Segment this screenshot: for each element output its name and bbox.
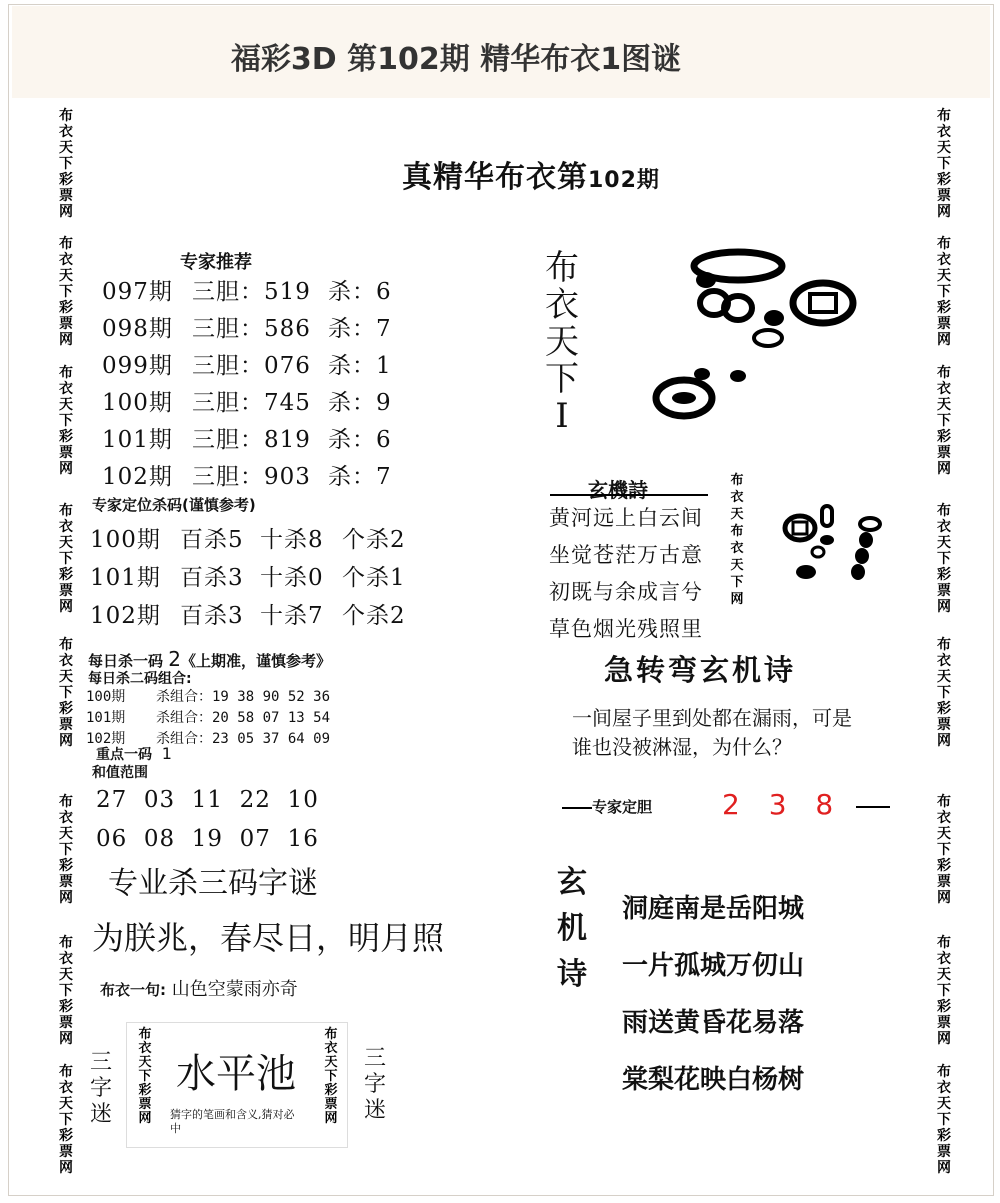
position-kill-bai: 百杀5 [180,527,244,553]
coins-illustration [648,248,868,428]
poem-line: 洞庭南是岳阳城 [622,894,805,924]
side-watermark: 布 衣 天 下 彩 票 网 [937,794,951,906]
expert-dan: 三胆：519 [192,279,311,305]
poem-label-char: 玄 [557,865,587,900]
three-char-hint: 猜字的笔画和含义,猜对必中 [170,1108,295,1135]
side-watermark: 布 衣 天 下 彩 票 网 [59,1064,73,1176]
position-kill-bai: 百杀3 [180,603,244,629]
expert-issue: 099期 [102,353,173,379]
daily-combo: 杀组合：19 38 90 52 36 [156,689,331,705]
riddle-text: 为朕兆，春尽日，明月照 [92,919,445,957]
expert-issue: 098期 [102,316,173,342]
xuanji-side-watermark: 布 衣 天 布 衣 天 下 网 [730,473,744,607]
side-watermark: 布 衣 天 下 彩 票 网 [59,236,73,348]
coins-illustration-2 [780,500,890,590]
expert-dan: 三胆：903 [192,464,311,490]
three-char-watermark: 布 衣 天 下 彩 票 网 [324,1027,338,1126]
expert-kill: 杀：6 [328,279,392,305]
side-watermark: 布 衣 天 下 彩 票 网 [59,935,73,1047]
buyi-sentence: 布衣一句: 山色空蒙雨亦奇 [100,979,298,1000]
side-watermark: 布 衣 天 下 彩 票 网 [937,108,951,220]
daily-kill-one: 每日杀一码 2《上期准，谨慎参考》 [88,647,331,671]
main-heading: 真精华布衣第102期 [402,160,660,195]
poem-label-char: 诗 [557,957,587,992]
three-char-watermark: 布 衣 天 下 彩 票 网 [138,1027,152,1126]
position-kill-title: 专家定位杀码(谨慎参考) [92,496,256,514]
key-one-label: 重点一码 1 [96,744,172,763]
poem-vertical-label [555,860,589,998]
daily-combo: 杀组合：23 05 37 64 09 [156,731,331,747]
expert-issue: 101期 [102,427,173,453]
expert-issue: 102期 [102,464,173,490]
buyi-char: 下 [545,359,579,399]
daily-combo: 杀组合：20 58 07 13 54 [156,710,331,726]
daily-issue: 102期 [86,731,126,747]
side-watermark: 布 衣 天 下 彩 票 网 [59,794,73,906]
side-watermark: 布 衣 天 下 彩 票 网 [937,503,951,615]
xuanji-title: 玄機詩 [588,478,648,502]
riddle-title: 专业杀三码字谜 [108,866,318,901]
side-watermark: 布 衣 天 下 彩 票 网 [59,637,73,749]
xuanji-line: 黄河远上白云间 [549,506,703,530]
position-kill-ge: 个杀2 [342,603,406,629]
side-watermark: 布 衣 天 下 彩 票 网 [59,503,73,615]
expert-kill: 杀：1 [328,353,392,379]
position-kill-shi: 十杀7 [260,603,324,629]
expert-dan: 三胆：076 [192,353,311,379]
position-kill-ge: 个杀2 [342,527,406,553]
poem-label-char: 机 [557,911,587,946]
expert-issue: 100期 [102,390,173,416]
sum-range-row: 27 03 11 22 10 [96,787,319,813]
page-title: 福彩3D 第102期 精华布衣1图谜 [230,42,682,77]
expert-dan-value: 2 3 8 [722,788,844,821]
xuanji-line: 草色烟光残照里 [549,617,703,641]
turn-riddle-question: 一间屋子里到处都在漏雨，可是 [572,706,852,730]
sum-range-label: 和值范围 [92,765,148,781]
expert-dan-label: 专家定胆 [562,796,652,817]
sum-range-row: 06 08 19 07 16 [96,826,319,852]
daily-kill-row [86,707,331,727]
daily-issue: 100期 [86,689,126,705]
side-watermark: 布 衣 天 下 彩 票 网 [937,935,951,1047]
expert-kill: 杀：7 [328,464,392,490]
position-kill-ge: 个杀1 [342,565,406,591]
position-kill-shi: 十杀0 [260,565,324,591]
daily-kill-two-title: 每日杀二码组合: [88,671,192,687]
buyi-char: 布 [545,248,579,288]
buyi-vertical-text [540,250,584,435]
expert-kill: 杀：9 [328,390,392,416]
expert-dan: 三胆：819 [192,427,311,453]
expert-kill: 杀：6 [328,427,392,453]
three-char-word: 水平池 [176,1051,296,1097]
side-watermark: 布 衣 天 下 彩 票 网 [937,365,951,477]
expert-title: 专家推荐 [180,252,252,273]
side-watermark: 布 衣 天 下 彩 票 网 [937,1064,951,1176]
side-watermark: 布 衣 天 下 彩 票 网 [937,637,951,749]
position-kill-issue: 101期 [90,565,161,591]
expert-dan: 三胆：586 [192,316,311,342]
dan-dash-right [856,806,890,808]
daily-issue: 101期 [86,710,126,726]
position-kill-issue: 102期 [90,603,161,629]
turn-riddle-question: 谁也没被淋湿，为什么？ [572,735,792,759]
xuanji-line: 初既与余成言兮 [549,580,703,604]
three-char-label-right: 三字迷 [364,1046,387,1123]
position-kill-bai: 百杀3 [180,565,244,591]
expert-kill: 杀：7 [328,316,392,342]
xuanji-underline [550,494,708,496]
position-kill-shi: 十杀8 [260,527,324,553]
buyi-char: 天 [545,322,579,362]
turn-riddle-title: 急转弯玄机诗 [604,653,797,687]
side-watermark: 布 衣 天 下 彩 票 网 [59,365,73,477]
daily-kill-row [86,686,331,706]
buyi-char: I [555,396,569,436]
side-watermark: 布 衣 天 下 彩 票 网 [59,108,73,220]
expert-dan: 三胆：745 [192,390,311,416]
poem-line: 雨送黄昏花易落 [622,1008,805,1038]
three-char-label-left: 三字迷 [90,1050,113,1127]
poem-line: 一片孤城万仞山 [622,951,805,981]
buyi-char: 衣 [545,285,579,325]
poem-line: 棠梨花映白杨树 [622,1065,805,1095]
position-kill-issue: 100期 [90,527,161,553]
header-banner [12,6,990,98]
side-watermark: 布 衣 天 下 彩 票 网 [937,236,951,348]
xuanji-line: 坐觉苍茫万古意 [549,543,703,567]
expert-issue: 097期 [102,279,173,305]
